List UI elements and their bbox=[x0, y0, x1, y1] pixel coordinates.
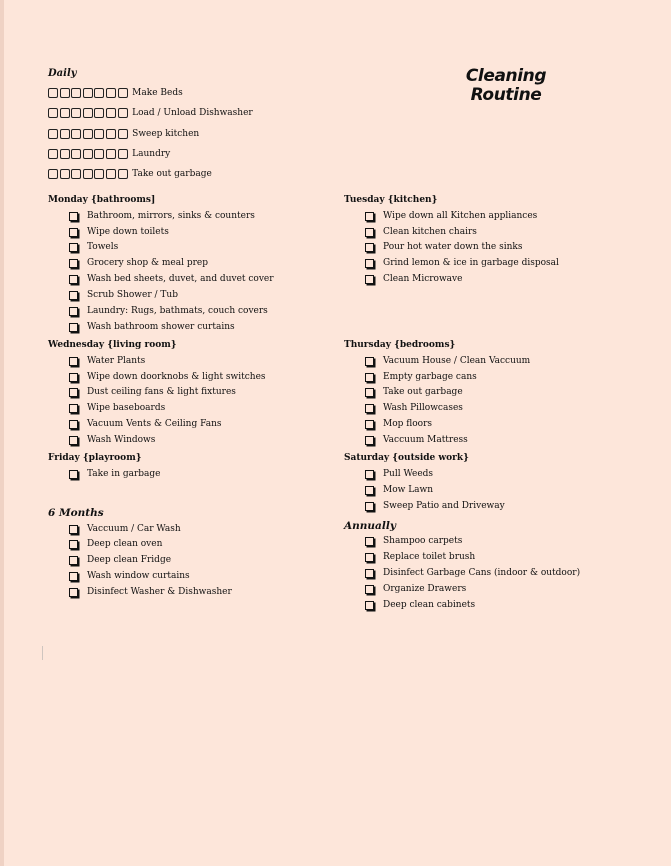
day-checkbox[interactable] bbox=[60, 108, 70, 118]
day-checkbox[interactable] bbox=[48, 129, 58, 139]
day-checkbox[interactable] bbox=[60, 149, 70, 159]
task-label: Mop floors bbox=[383, 419, 433, 429]
task-item bbox=[365, 385, 463, 399]
daily-task-label: Take out garbage bbox=[132, 169, 212, 179]
day-checkbox[interactable] bbox=[60, 88, 70, 98]
checkbox-icon[interactable] bbox=[365, 537, 374, 546]
task-label: Dust ceiling fans & light fixtures bbox=[87, 387, 236, 397]
tuesday-heading: Tuesday {kitchen} bbox=[344, 195, 438, 205]
task-label: Replace toilet brush bbox=[383, 552, 476, 562]
task-item bbox=[69, 553, 171, 567]
task-item bbox=[69, 385, 236, 399]
day-checkbox[interactable] bbox=[48, 108, 58, 118]
task-item bbox=[365, 272, 462, 286]
checkbox-icon[interactable] bbox=[365, 569, 374, 578]
day-checkbox[interactable] bbox=[106, 129, 116, 139]
task-item bbox=[69, 370, 266, 384]
task-label: Take out garbage bbox=[383, 387, 463, 397]
task-item bbox=[365, 256, 559, 270]
task-label: Take in garbage bbox=[87, 469, 161, 479]
task-item bbox=[365, 566, 580, 580]
checkbox-icon[interactable] bbox=[69, 420, 78, 429]
day-checkbox[interactable] bbox=[94, 108, 104, 118]
checkbox-icon[interactable] bbox=[365, 388, 374, 397]
checkbox-icon[interactable] bbox=[69, 357, 78, 366]
six-months-heading: 6 Months bbox=[48, 507, 104, 519]
monday-heading: Monday {bathrooms] bbox=[48, 195, 156, 205]
day-checkbox[interactable] bbox=[71, 169, 81, 179]
task-item bbox=[365, 483, 433, 497]
wednesday-heading: Wednesday {living room} bbox=[48, 340, 177, 350]
checkbox-icon[interactable] bbox=[69, 373, 78, 382]
task-item bbox=[365, 534, 462, 548]
day-checkbox[interactable] bbox=[48, 88, 58, 98]
task-item bbox=[69, 209, 255, 223]
day-checkbox[interactable] bbox=[71, 108, 81, 118]
day-checkbox[interactable] bbox=[83, 149, 93, 159]
day-checkbox[interactable] bbox=[94, 88, 104, 98]
day-checkbox[interactable] bbox=[94, 129, 104, 139]
day-checkbox[interactable] bbox=[106, 149, 116, 159]
task-label: Scrub Shower / Tub bbox=[87, 290, 178, 300]
task-item bbox=[69, 585, 232, 599]
checkbox-icon[interactable] bbox=[69, 243, 78, 252]
task-label: Grind lemon & ice in garbage disposal bbox=[383, 258, 559, 268]
checkbox-icon[interactable] bbox=[365, 585, 374, 594]
day-checkbox[interactable] bbox=[106, 108, 116, 118]
checkbox-icon[interactable] bbox=[365, 486, 374, 495]
day-checkbox[interactable] bbox=[83, 129, 93, 139]
task-label: Towels bbox=[87, 242, 119, 252]
task-item bbox=[69, 288, 178, 302]
task-label: Pour hot water down the sinks bbox=[383, 242, 523, 252]
day-checkbox[interactable] bbox=[48, 169, 58, 179]
checkbox-icon[interactable] bbox=[365, 470, 374, 479]
day-checkbox[interactable] bbox=[71, 88, 81, 98]
task-item bbox=[365, 225, 477, 239]
daily-row bbox=[48, 166, 212, 182]
task-item bbox=[69, 522, 181, 536]
task-item bbox=[69, 537, 162, 551]
task-item bbox=[365, 417, 432, 431]
task-label: Disinfect Garbage Cans (indoor & outdoor) bbox=[383, 568, 581, 578]
task-label: Bathroom, mirrors, sinks & counters bbox=[87, 211, 255, 221]
checkbox-icon[interactable] bbox=[365, 259, 374, 268]
task-label: Deep clean oven bbox=[87, 539, 163, 549]
checkbox-icon[interactable] bbox=[69, 540, 78, 549]
checkbox-icon[interactable] bbox=[365, 228, 374, 237]
task-item bbox=[365, 240, 522, 254]
day-checkbox[interactable] bbox=[118, 129, 128, 139]
day-checkbox[interactable] bbox=[118, 149, 128, 159]
checkbox-icon[interactable] bbox=[365, 420, 374, 429]
task-label: Vaccuum / Car Wash bbox=[87, 524, 181, 534]
text-cursor bbox=[42, 646, 43, 660]
task-label: Grocery shop & meal prep bbox=[87, 258, 208, 268]
task-label: Wash bathroom shower curtains bbox=[87, 322, 235, 332]
checkbox-icon[interactable] bbox=[365, 553, 374, 562]
task-label: Wipe baseboards bbox=[87, 403, 166, 413]
daily-row bbox=[48, 85, 183, 101]
task-item bbox=[69, 225, 169, 239]
checkbox-icon[interactable] bbox=[69, 212, 78, 221]
checkbox-icon[interactable] bbox=[69, 404, 78, 413]
task-item bbox=[365, 499, 505, 513]
task-label: Water Plants bbox=[87, 356, 146, 366]
day-checkbox[interactable] bbox=[106, 88, 116, 98]
task-label: Vacuum House / Clean Vaccuum bbox=[383, 356, 531, 366]
day-checkbox[interactable] bbox=[71, 129, 81, 139]
daily-task-label: Sweep kitchen bbox=[132, 129, 200, 139]
task-item bbox=[69, 320, 235, 334]
task-label: Empty garbage cans bbox=[383, 372, 477, 382]
day-checkbox[interactable] bbox=[118, 169, 128, 179]
checkbox-icon[interactable] bbox=[365, 212, 374, 221]
checkbox-icon[interactable] bbox=[69, 470, 78, 479]
task-item bbox=[365, 550, 475, 564]
day-checkbox[interactable] bbox=[118, 108, 128, 118]
task-item bbox=[365, 209, 537, 223]
task-item bbox=[365, 370, 477, 384]
checkbox-icon[interactable] bbox=[365, 357, 374, 366]
checkbox-icon[interactable] bbox=[69, 307, 78, 316]
friday-heading: Friday {playroom} bbox=[48, 453, 142, 463]
day-checkbox[interactable] bbox=[83, 108, 93, 118]
thursday-heading: Thursday {bedrooms} bbox=[344, 340, 456, 350]
checkbox-icon[interactable] bbox=[69, 525, 78, 534]
checkbox-icon[interactable] bbox=[69, 572, 78, 581]
daily-task-label: Laundry bbox=[132, 149, 171, 159]
task-label: Wipe down toilets bbox=[87, 227, 169, 237]
checkbox-icon[interactable] bbox=[69, 388, 78, 397]
task-label: Wash Pillowcases bbox=[383, 403, 463, 413]
saturday-heading: Saturday {outside work} bbox=[344, 453, 469, 463]
day-checkbox[interactable] bbox=[83, 169, 93, 179]
task-item bbox=[69, 240, 118, 254]
checkbox-icon[interactable] bbox=[365, 243, 374, 252]
checkbox-icon[interactable] bbox=[69, 259, 78, 268]
task-label: Sweep Patio and Driveway bbox=[383, 501, 505, 511]
daily-row bbox=[48, 146, 170, 162]
annually-heading: Annually bbox=[344, 520, 396, 532]
task-item bbox=[69, 467, 161, 481]
day-checkbox[interactable] bbox=[106, 169, 116, 179]
task-label: Laundry: Rugs, bathmats, couch covers bbox=[87, 306, 268, 316]
day-checkbox[interactable] bbox=[60, 129, 70, 139]
day-checkbox[interactable] bbox=[94, 149, 104, 159]
daily-task-label: Make Beds bbox=[132, 88, 183, 98]
task-label: Mow Lawn bbox=[383, 485, 434, 495]
task-item bbox=[365, 467, 433, 481]
page-title: Cleaning Routine bbox=[465, 66, 547, 105]
daily-task-label: Load / Unload Dishwasher bbox=[132, 108, 253, 118]
day-checkbox[interactable] bbox=[60, 169, 70, 179]
task-label: Shampoo carpets bbox=[383, 536, 463, 546]
task-label: Clean Microwave bbox=[383, 274, 463, 284]
day-checkbox[interactable] bbox=[118, 88, 128, 98]
task-label: Pull Weeds bbox=[383, 469, 434, 479]
checkbox-icon[interactable] bbox=[69, 291, 78, 300]
task-label: Disinfect Washer & Dishwasher bbox=[87, 587, 232, 597]
task-item bbox=[69, 433, 155, 447]
day-checkbox[interactable] bbox=[83, 88, 93, 98]
task-label: Wash bed sheets, duvet, and duvet cover bbox=[87, 274, 274, 284]
daily-row bbox=[48, 105, 253, 121]
task-label: Wipe down doorknobs & light switches bbox=[87, 372, 266, 382]
task-label: Clean kitchen chairs bbox=[383, 227, 477, 237]
task-item bbox=[69, 256, 208, 270]
day-checkbox[interactable] bbox=[71, 149, 81, 159]
checkbox-icon[interactable] bbox=[69, 323, 78, 332]
task-item bbox=[69, 569, 190, 583]
page-edge bbox=[0, 0, 4, 866]
task-item bbox=[365, 582, 466, 596]
checkbox-icon[interactable] bbox=[69, 588, 78, 597]
checkbox-icon[interactable] bbox=[365, 404, 374, 413]
task-label: Vacuum Vents & Ceiling Fans bbox=[87, 419, 222, 429]
task-item bbox=[69, 401, 165, 415]
task-item bbox=[69, 417, 222, 431]
checkbox-icon[interactable] bbox=[69, 556, 78, 565]
task-item bbox=[69, 354, 145, 368]
checkbox-icon[interactable] bbox=[365, 502, 374, 511]
checkbox-icon[interactable] bbox=[365, 373, 374, 382]
task-item bbox=[365, 433, 468, 447]
daily-row bbox=[48, 126, 199, 142]
task-item bbox=[69, 304, 268, 318]
task-label: Deep clean cabinets bbox=[383, 600, 476, 610]
day-checkbox[interactable] bbox=[94, 169, 104, 179]
task-label: Vaccuum Mattress bbox=[383, 435, 468, 445]
task-label: Wash Windows bbox=[87, 435, 156, 445]
checkbox-icon[interactable] bbox=[365, 436, 374, 445]
task-item bbox=[365, 354, 530, 368]
checkbox-icon[interactable] bbox=[69, 228, 78, 237]
task-label: Wipe down all Kitchen appliances bbox=[383, 211, 538, 221]
task-label: Deep clean Fridge bbox=[87, 555, 172, 565]
task-label: Wash window curtains bbox=[87, 571, 190, 581]
checkbox-icon[interactable] bbox=[365, 601, 374, 610]
checkbox-icon[interactable] bbox=[69, 436, 78, 445]
checkbox-icon[interactable] bbox=[365, 275, 374, 284]
day-checkbox[interactable] bbox=[48, 149, 58, 159]
task-item bbox=[365, 401, 463, 415]
task-item bbox=[69, 272, 274, 286]
task-item bbox=[365, 598, 475, 612]
daily-heading: Daily bbox=[48, 68, 77, 79]
checkbox-icon[interactable] bbox=[69, 275, 78, 284]
task-label: Organize Drawers bbox=[383, 584, 467, 594]
